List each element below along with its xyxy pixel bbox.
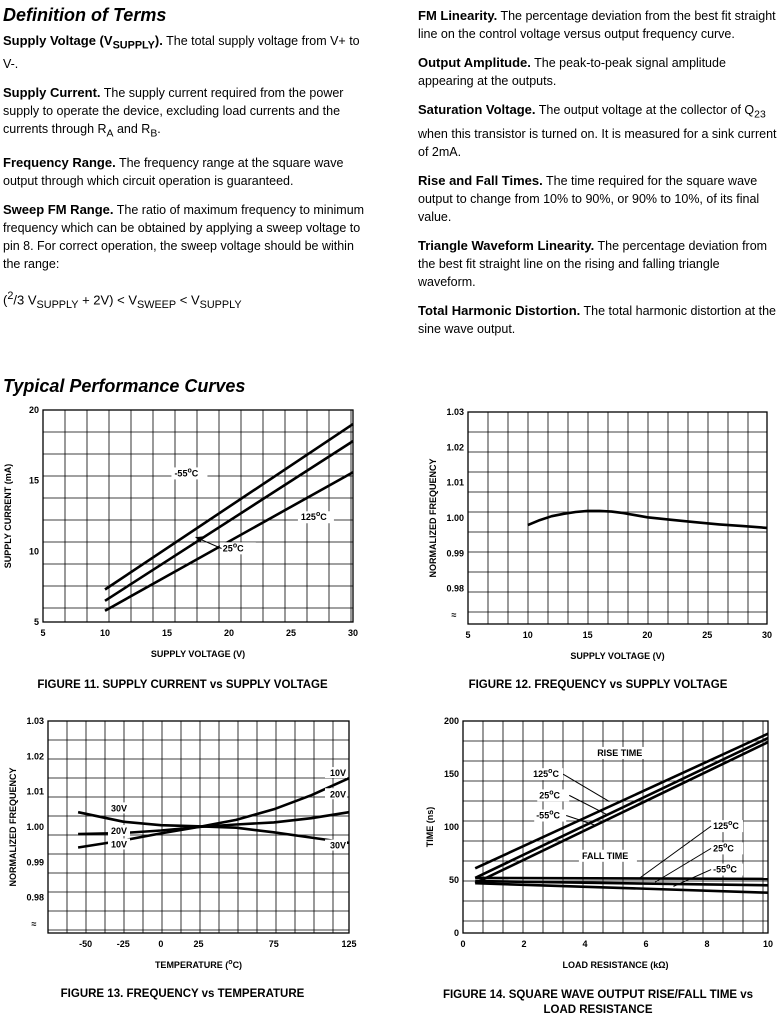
- x-tick-label: -50: [79, 939, 93, 949]
- x-tick-label: -25: [116, 939, 130, 949]
- y-tick-label: 0.98: [26, 892, 44, 903]
- y-tick-label: 10: [28, 546, 39, 557]
- chart-12: [428, 407, 772, 661]
- x-tick-label: 25: [285, 628, 297, 638]
- figure-13-caption: FIGURE 13. FREQUENCY vs TEMPERATURE: [60, 988, 305, 1000]
- def-sweep-fm-range: Sweep FM Range. The ratio of maximum frequency to minimum frequency which can be obtained by applying a sweep voltage to pin 8. For correct operation, the sweep voltage should be within the range:: [3, 202, 365, 272]
- def-triangle-linearity: Triangle Waveform Linearity. The percentage deviation from the best fit straight line on the rising and falling triangle waveform.: [418, 237, 768, 289]
- def-rise-fall-times: Rise and Fall Times. The time required for the square wave output to change from 10% to 90%, or 90% to 10%, of its final value.: [418, 172, 760, 224]
- temperature-label: -55$^o$C: [536, 809, 560, 821]
- temperature-label: 25$^o$C: [222, 542, 244, 554]
- def-total-harmonic-distortion: Total Harmonic Distortion. The total harmonic distortion at the sine wave output.: [418, 302, 776, 336]
- figure-14-caption-line2: LOAD RESISTANCE: [543, 1004, 653, 1016]
- y-tick-label: 1.01: [446, 477, 464, 488]
- series-label: 20V: [329, 789, 346, 800]
- figure-14-caption-line1: FIGURE 14. SQUARE WAVE OUTPUT RISE/FALL TIME vs: [442, 989, 754, 1001]
- y-axis-title: TIME (ns): [425, 806, 435, 848]
- x-axis-title: TEMPERATURE ($^o$C): [154, 959, 243, 970]
- temperature-label: 25$^o$C: [539, 789, 561, 801]
- figure-12-caption: FIGURE 12. FREQUENCY vs SUPPLY VOLTAGE: [468, 679, 728, 691]
- leader-line: [569, 795, 606, 814]
- y-tick-label: 1.00: [446, 513, 464, 523]
- y-tick-label: 20: [28, 405, 39, 415]
- y-tick-label: 1.03: [26, 716, 44, 726]
- y-tick-label: 200: [443, 716, 459, 726]
- x-tick-label: 0: [158, 939, 164, 949]
- x-axis-title: LOAD RESISTANCE (kΩ): [562, 960, 669, 970]
- y-axis-title: NORMALIZED FREQUENCY: [428, 458, 438, 578]
- temperature-label: 125$^o$C: [533, 768, 559, 780]
- def-supply-current: Supply Current. The supply current required from the power supply to operate the device, excluding load currents and the currents through $R_A$ and $R_B$.: [3, 84, 344, 140]
- y-tick-label: 15: [28, 475, 39, 486]
- x-tick-label: 15: [582, 630, 593, 640]
- series-label: 10V: [329, 768, 346, 779]
- leader-line: [563, 774, 609, 801]
- y-tick-label: 1.03: [446, 407, 464, 417]
- x-tick-label: 20: [223, 628, 235, 638]
- definitions-title: Definition of Terms: [3, 5, 167, 25]
- series-label: 30V: [329, 840, 346, 851]
- x-tick-label: 0: [460, 939, 466, 949]
- x-tick-label: 6: [643, 939, 649, 949]
- x-tick-label: 5: [465, 630, 471, 640]
- y-axis-title: NORMALIZED FREQUENCY: [8, 767, 18, 887]
- x-tick-label: 75: [268, 939, 279, 949]
- chart-14: [425, 716, 773, 970]
- sweep-formula: ($^2$/3 $V_{SUPPLY} + 2V) < V_{SWEEP} < V_{SUPPLY}$: [3, 290, 242, 312]
- def-saturation-voltage: Saturation Voltage. The output voltage at the collector of $Q_{23}$ when this transistor is turned on. It is measured for a sink current of 2mA.: [418, 102, 777, 159]
- temperature-label: 125$^o$C: [713, 820, 739, 832]
- temperature-label: -55$^o$C: [174, 467, 199, 479]
- temperature-label: 125$^o$C: [300, 511, 327, 523]
- y-tick-label: 1.02: [26, 751, 44, 762]
- y-tick-label: 0.98: [446, 583, 464, 594]
- fall-time-label: FALL TIME: [581, 850, 629, 861]
- x-tick-label: 25: [702, 630, 713, 640]
- x-tick-label: 10: [762, 939, 774, 949]
- y-tick-label: 1.00: [26, 822, 44, 832]
- series-line: [475, 878, 768, 879]
- x-tick-label: 8: [704, 939, 710, 949]
- rise-time-label: RISE TIME: [597, 747, 643, 758]
- x-tick-label: 10: [522, 630, 533, 640]
- def-frequency-range: Frequency Range. The frequency range at the square wave output through which circuit operation is guaranteed.: [3, 155, 344, 189]
- x-tick-label: 5: [40, 628, 46, 638]
- chart-13: [8, 716, 357, 970]
- def-fm-linearity: FM Linearity. The percentage deviation from the best fit straight line on the control voltage versus output frequency curve.: [418, 8, 776, 41]
- y-tick-label: 100: [443, 822, 459, 832]
- x-tick-label: 125: [341, 939, 357, 949]
- series-label: 30V: [111, 803, 128, 814]
- curves-title: Typical Performance Curves: [3, 376, 246, 396]
- figure-11-caption: FIGURE 11. SUPPLY CURRENT vs SUPPLY VOLTAGE: [37, 679, 328, 691]
- series-line: [528, 511, 767, 528]
- def-output-amplitude: Output Amplitude. The peak-to-peak signal amplitude appearing at the outputs.: [418, 55, 726, 88]
- y-tick-label: 5: [33, 617, 39, 627]
- temperature-label: 25$^o$C: [713, 842, 734, 854]
- chart-11: [3, 405, 358, 659]
- y-tick-label: 150: [443, 769, 459, 779]
- y-axis-title: SUPPLY CURRENT (mA): [3, 463, 13, 569]
- y-tick-label: 0: [453, 928, 459, 938]
- x-tick-label: 30: [761, 630, 773, 640]
- x-tick-label: 10: [99, 628, 111, 638]
- def-supply-voltage: Supply Voltage $(V_{SUPPLY})$. The total supply voltage from V+ to V-.: [3, 33, 360, 71]
- y-tick-label: 50: [448, 875, 459, 885]
- axis-break-symbol: ≈: [451, 610, 457, 620]
- series-line: [105, 472, 353, 611]
- series-line: [475, 742, 768, 883]
- x-tick-label: 2: [521, 939, 527, 949]
- y-tick-label: 1.02: [446, 442, 464, 453]
- x-tick-label: 4: [582, 939, 588, 949]
- x-tick-label: 20: [642, 630, 653, 640]
- y-tick-label: 0.99: [446, 548, 464, 559]
- figure-14-caption: [418, 988, 778, 1018]
- x-tick-label: 30: [347, 628, 359, 638]
- axis-break-symbol: ≈: [31, 919, 37, 929]
- series-label: 20V: [111, 826, 128, 837]
- x-axis-title: SUPPLY VOLTAGE (V): [570, 651, 665, 661]
- temperature-label: -55$^o$C: [713, 863, 737, 875]
- x-axis-title: SUPPLY VOLTAGE (V): [150, 649, 246, 659]
- x-tick-label: 15: [161, 628, 173, 638]
- series-label: 10V: [111, 839, 128, 850]
- x-tick-label: 25: [193, 939, 204, 949]
- y-tick-label: 0.99: [26, 857, 44, 868]
- y-tick-label: 1.01: [26, 786, 44, 797]
- series-line: [105, 424, 353, 589]
- grid: [468, 412, 767, 624]
